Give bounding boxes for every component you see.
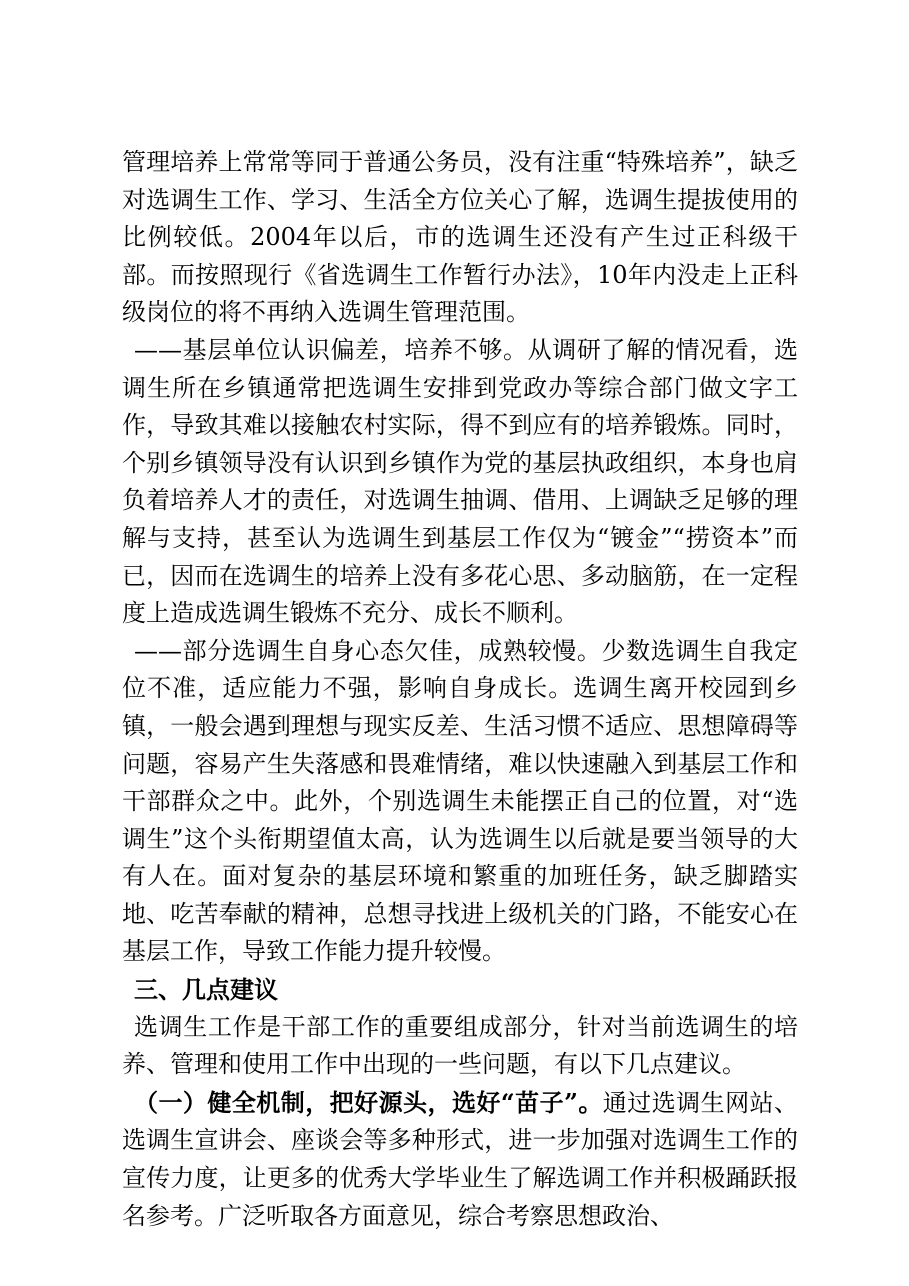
suggestion-one-lead: （一）健全机制，把好源头，选好“苗子”。 — [134, 1087, 603, 1117]
paragraph-suggestions-intro: 选调生工作是干部工作的重要组成部分，针对当前选调生的培养、管理和使用工作中出现的一些问题，有以下几点建议。 — [122, 1012, 798, 1079]
paragraph-management-training: 管理培养上常常等同于普通公务员，没有注重“特殊培养”，缺乏对选调生工作、学习、生活全方位关心了解，选调生提拔使用的比例较低。2004年以后，市的选调生还没有产生过正科级干部。而按照现行《省选调生工作暂行办法》，10年内没走上正科级岗位的将不再纳入选调生管理范围。 — [122, 148, 798, 327]
paragraph-suggestion-one — [122, 1084, 798, 1235]
paragraph-mindset: ——部分选调生自身心态欠佳，成熟较慢。少数选调生自我定位不准，适应能力不强，影响自身成长。选调生离开校园到乡镇，一般会遇到理想与现实反差、生活习惯不适应、思想障碍等问题，容易产生失落感和畏难情绪，难以快速融入到基层工作和干部群众之中。此外，个别选调生未能摆正自己的位置，对“选调生”这个头衔期望值太高，认为选调生以后就是要当领导的大有人在。面对复杂的基层环境和繁重的加班任务，缺乏脚踏实地、吃苦奉献的精神，总想寻找进上级机关的门路，不能安心在基层工作，导致工作能力提升较慢。 — [122, 636, 798, 966]
document-body — [122, 144, 798, 1235]
paragraph-grassroots-bias: ——基层单位认识偏差，培养不够。从调研了解的情况看，选调生所在乡镇通常把选调生安排到党政办等综合部门做文字工作，导致其难以接触农村实际，得不到应有的培养锻炼。同时，个别乡镇领导没有认识到乡镇作为党的基层执政组织，本身也肩负着培养人才的责任，对选调生抽调、借用、上调缺乏足够的理解与支持，甚至认为选调生到基层工作仅为“镀金”“捞资本”而已，因而在选调生的培养上没有多花心思、多动脑筋，在一定程度上造成选调生锻炼不充分、成长不顺利。 — [122, 335, 798, 628]
suggestion-one-body: 通过选调生网站、选调生宣讲会、座谈会等多种形式，进一步加强对选调生工作的宣传力度，让更多的优秀大学毕业生了解选调工作并积极踊跃报名参考。广泛听取各方面意见，综合考察思想政治、 — [122, 1088, 799, 1230]
section-heading-suggestions: 三、几点建议 — [134, 975, 278, 1005]
